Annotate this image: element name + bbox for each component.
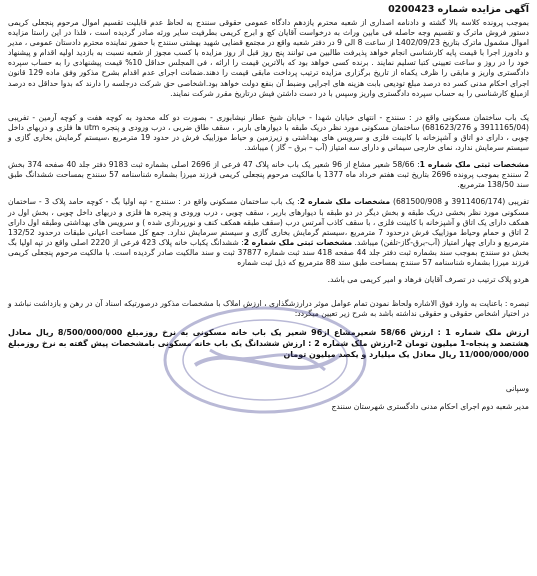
intro-paragraph: بموجب پرونده کلاسه بالا گشته و دادنامه اصداری از شعبه محترم یازدهم دادگاه عمومی حقوقی سنندج به لحاظ عدم قابلیت تقسیم اموال مرحوم پنجعلی کریمی دستور فروش ماترک و تقسیم وجه حاصله فی مابین وراث به درخواست آقایان کچ و ابرج کریمی بطرفیت سایر ورثه صادر گردیده است ، فلذا در این راستا مزایده اموال مشمول ماترک بتاریخ 1402/09/23 از ساعت 8 الی 9 در دفتر شعبه واقع در مجتمع قضایی شهید بهشتی سنندج با حضور نماینده محترم دادستان عمومی ، مدیر و دادورز اجرا با قیمت پایه کارشناسی انجام خواهد پذیرفت طالبین می توانند پنج روز قبل از روز مزایده با کسب مجوز از شعبه نسبت به بازدید اولیه اقدام و پیشنهاد خود را در روز و ساعت تعیینی کتبا تسلیم نمایند . برنده کسی خواهد بود که بالاترین قیمت را ارائه ، فی المجلس حداقل 10% قیمت پیشنهادی را به حساب سپرده دادگستری واریز و مابقی را ظرف یکماه از تاریخ برگزاری مزایده ترتیب پرداخت مابقی قیمت را دهند.ضمانت اجرای عدم اقدام بشرح مذکور وفق ماده 129 قانون اجرای احکام مدنی کسر ده درصد مبلغ تودیعی بابت هزینه های اجرایی وضبط آن بنفع دولت خواهد بود.اشخاصی حق شرکت درجلسه را دارند که بدوا حداقل ده درصد ازمبلغ کارشناسی را به حساب سپرده دادگستری واریز وسپس با در دست داشتن فیش درتاریخ مقرر شرکت نمایند. (8, 18, 529, 98)
property2-coords: تفریبی (3911406/174 و 681500/908) (392, 197, 530, 207)
property2-heading: مشخصات ملک شماره 2 (299, 197, 391, 207)
valuation-paragraph: ارزش ملک شماره 1 : ارزش 58/66 شعیرمشاع از96 شعیر یک باب خانه مسکونی به نرخ روزمبلغ 8/500/000/000 ریال معادل هشتصد و پنجاه-1 میلیون تومان 2-ارزش ملک شماره 2 : ارزش ششدانگ یک باب خانه مسکونی بامشخصات پیش گفته به نرخ روزمبلغ 11/000/000/000 ریال معادل یک میلیارد و یکصد میلیون تومان (8, 328, 530, 360)
property1-registration-heading: مشخصات ثبتی ملک شماره 1 (419, 160, 529, 170)
signature-block (8, 384, 529, 412)
property1-registration-text: : 58/66 شعیر مشاع از 96 شعیر یک باب خانه پلاک 47 فرعی از 2696 اصلی بشماره ثبت 9183 دفتر جلد 40 صفحه 374 بخش 2 سنندج بموجب پرونده 2696 بتاریخ ثبت هفتم خرداد ماه 1377 با مالکیت مرحوم پنجعلی کریمی فرزند میرزا بشماره شناسنامه 57 سنندج بمساحت ششدانگ طبق سند 138/50 مترمربع. (8, 160, 529, 190)
property1-registration (8, 160, 529, 190)
signature-line-1: وسپانی (505, 384, 529, 394)
signature-line-2: مدیر شعبه دوم اجرای احکام مدنی دادگستری شهرستان سنندج (331, 402, 529, 412)
property2-registration-heading: مشخصات ثبتی ملک شماره 2 (243, 237, 353, 247)
property2-text: : یک باب ساختمان مسکونی واقع در : سنندج - تپه اولیا بگ - کوچه حامد پلاک 3 - ساختمان مسکونی مورد نظر بخشی دریک طبقه و بخش دیگر در دو طبقه با دیوارهای باربر ، سقف چوبی ، درب ورودی و پنجره ها فلزی و دربهای داخل چوبی ، بخش اول در همکف دارای یک اتاق و آشپزخانه با کابینت فلزی ، با سقف کاذب آمرتس درب (سقف طبقه همکف کنف و نورپردازی شده ) و سرویس های بهداشتی وطبقه اول دارای 2 اتاق و حمام وحیاط موزاییک فرش درحدود 7 مترمربع ،سیستم گرمایش بخاری گازی و سیستم سرمایش ندارد. جمع کل مساحت اعیانی طبقات درحدود 132/52 مترمربع و دارای چهار امتیاز (آب-برق-گاز-تلفن) میباشد. (8, 197, 529, 247)
possession-note: هردو پلاک ترتیب در تصرف آقایان فرهاد و امیر کریمی می باشد. (327, 275, 529, 285)
property1-description: یک باب ساختمان مسکونی واقع در : سنندج - انتهای خیابان شهدا - خیابان شیخ عطار نیشابوری - بصورت دو کله محدود به کوچه هفت و کوچه آرمین - تفریبی (3911165/04 و 681623/276) ساختمان مسکونی مورد نظر دریک طبقه با دیوارهای باربر ، سقف طاق ضربی ، درب ورودی و پنجره utm ها فلزی و دربهای داخل چوبی ، دارای دو اتاق و آشپزخانه با کابینت فلزی و سرویس های بهداشتی و زیرزمین و حیاط موزاییک فرش در حدود 19 مترمربع ،سیستم گرمایش بخاری گازی و سیستم سرمایش ندارد، نمای خارجی سیمانی و دارای سه امتیاز (آب – برق – گاز ) میباشد. (8, 112, 529, 153)
disclaimer-paragraph: تبصره : باعنایت به وارد فوق الاشاره ولحاظ نمودن تمام عوامل موثر درارزشگذاری ، ارزش املاک با مشخصات مذکور درصورتیکه اسناد آن در رهن و بازداشت نباشد و در اختیار اشخاص حقوقی و حقوقی نداشته باشد به شرح زیر تعیین میگردد: (8, 299, 529, 319)
property2-registration-text: : ششدانگ یکباب خانه پلاک 423 فرعی از 2220 اصلی واقع در تپه اولیا بگ بخش دو سنندج بموجب سند بشماره ثبت دفتر جلد 44 صفحه 418 سند ثبت شماره 37877 ثبت و سند مالکیت صادر گردیده است. با مالکیت مرحوم پنجعلی کریمی فرزند میرزا بشماره شناسنامه 57 سنندج بمساحت طبق سند 88 مترمربع که ذیل ثبت شماره (8, 237, 529, 267)
notice-title: آگهی مزایده شماره 0200423 (388, 4, 529, 15)
property2-description (8, 197, 529, 268)
